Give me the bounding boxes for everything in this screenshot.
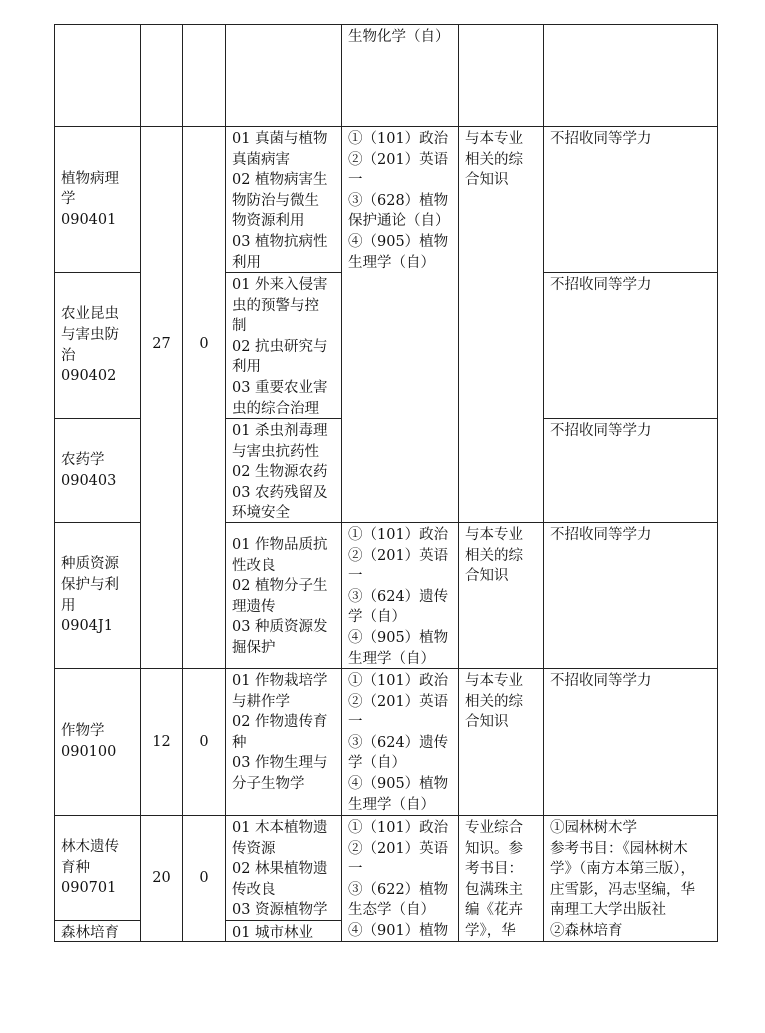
exam-subjects-cell [342, 127, 458, 275]
retest-content-cell [459, 127, 543, 193]
major-cell [55, 669, 140, 815]
exam-line: ④（905）植物 [348, 629, 449, 646]
major-name: 治 [61, 347, 76, 364]
direction-line: 01 真菌与植物 [232, 131, 328, 147]
exam-line: ①（101）政治 [348, 673, 449, 689]
direction-line: 分子生物学 [232, 775, 305, 792]
remark-cell [544, 669, 717, 694]
exam-line: ③（628）植物 [348, 192, 449, 209]
major-cell [55, 523, 140, 668]
exam-line: ④（905）植物 [348, 775, 449, 792]
recommend-count: 0 [199, 733, 209, 750]
direction-line: 01 作物栽培学 [232, 673, 328, 689]
retest-line: 相关的综 [465, 693, 523, 710]
direction-line: 02 植物病害生 [232, 172, 328, 189]
direction-line: 真菌病害 [232, 151, 290, 168]
recommend-count: 0 [199, 335, 209, 352]
major-code: 090401 [61, 211, 117, 228]
enroll-count-cell [141, 816, 182, 941]
exam-line: ①（101）政治 [348, 131, 449, 147]
direction-line: 物资源利用 [232, 213, 305, 230]
remark-line: ②森林培育 [550, 922, 623, 939]
major-name: 农业昆虫 [61, 306, 119, 323]
direction-line: 01 木本植物遗 [232, 820, 328, 836]
direction-line: 理遗传 [232, 598, 276, 615]
remark-cell [544, 127, 717, 152]
direction-line: 03 作物生理与 [232, 755, 328, 772]
exam-line: 一 [348, 172, 363, 189]
retest-line: 知识。参 [465, 840, 523, 857]
major-cell [55, 419, 140, 522]
exam-line: 一 [348, 861, 363, 878]
remark-line: 不招收同等学力 [550, 673, 652, 689]
recommend-count-cell [183, 669, 225, 815]
retest-line: 与本专业 [465, 673, 523, 689]
major-name: 育种 [61, 859, 90, 876]
direction-line: 性改良 [232, 557, 276, 574]
direction-line: 物防治与微生 [232, 192, 319, 209]
major-cell [55, 921, 140, 946]
enroll-count: 20 [152, 870, 171, 887]
exam-line: 生理学（自） [348, 254, 435, 271]
major-name: 学 [61, 191, 76, 208]
exam-line: ①（101）政治 [348, 820, 449, 836]
exam-subjects-cell [342, 523, 458, 671]
remark-cell [544, 273, 717, 298]
direction-line: 01 外来入侵害 [232, 277, 328, 293]
exam-line: ③（624）遗传 [348, 734, 449, 751]
remark-line: 不招收同等学力 [550, 277, 652, 293]
retest-line: 合知识 [465, 568, 509, 585]
remark-line: 不招收同等学力 [550, 423, 652, 439]
remark-cell [544, 816, 717, 944]
retest-line: 合知识 [465, 172, 509, 189]
col-divider [543, 24, 544, 942]
recommend-count: 0 [199, 870, 209, 887]
direction-line: 与耕作学 [232, 693, 290, 710]
remark-line: 学》（南方本第三版）， [550, 861, 695, 878]
exam-line: ③（624）遗传 [348, 588, 449, 605]
direction-line: 01 城市林业 [232, 925, 314, 941]
direction-line: 传改良 [232, 881, 276, 898]
direction-line: 制 [232, 318, 247, 335]
exam-subjects-cell [342, 25, 458, 50]
direction-line: 03 重要农业害 [232, 379, 328, 396]
direction-line: 利用 [232, 359, 261, 376]
research-directions-cell [226, 816, 341, 923]
exam-line: ④（905）植物 [348, 233, 449, 250]
major-code: 0904J1 [61, 618, 113, 635]
exam-line: ①（101）政治 [348, 527, 449, 543]
remark-cell [544, 523, 717, 548]
major-name: 林木遗传 [61, 839, 119, 856]
direction-line: 虫的预警与控 [232, 297, 319, 314]
remark-line: 参考书目：《园林树木 [550, 840, 688, 857]
retest-line: 学》，华 [465, 922, 516, 939]
direction-line: 03 植物抗病性 [232, 233, 328, 250]
direction-line: 传资源 [232, 840, 276, 857]
exam-line: ③（622）植物 [348, 881, 449, 898]
major-name: 森林培育 [61, 925, 119, 941]
research-directions-cell [226, 533, 341, 661]
exam-line: 学（自） [348, 609, 406, 626]
direction-line: 02 植物分子生 [232, 578, 328, 595]
major-code: 090100 [61, 744, 117, 760]
retest-line: 与本专业 [465, 131, 523, 147]
exam-line: 生物化学（自） [348, 29, 450, 45]
exam-line: ④（901）植物 [348, 922, 449, 939]
remark-line: 庄雪影，冯志坚编，华 [550, 881, 695, 898]
direction-line: 掘保护 [232, 639, 276, 656]
recommend-count-cell [183, 816, 225, 941]
retest-line: 专业综合 [465, 820, 523, 836]
major-code: 090403 [61, 472, 117, 489]
exam-line: ②（201）英语 [348, 151, 449, 168]
direction-line: 02 林果植物遗 [232, 861, 328, 878]
major-name: 与害虫防 [61, 326, 119, 343]
research-directions-cell [226, 127, 341, 275]
direction-line: 02 抗虫研究与 [232, 338, 328, 355]
enroll-count: 12 [152, 733, 171, 750]
major-cell [55, 816, 140, 920]
direction-line: 03 资源植物学 [232, 902, 328, 919]
direction-line: 利用 [232, 254, 261, 271]
retest-line: 相关的综 [465, 151, 523, 168]
exam-line: 一 [348, 568, 363, 585]
exam-line: 生理学（自） [348, 650, 435, 667]
direction-line: 03 种质资源发 [232, 619, 328, 636]
retest-content-cell [459, 816, 543, 944]
exam-subjects-cell [342, 669, 458, 817]
retest-line: 考书目： [465, 861, 523, 878]
retest-line: 包满珠主 [465, 881, 523, 898]
major-code: 090402 [61, 368, 117, 385]
exam-line: ②（201）英语 [348, 840, 449, 857]
remark-line: 南理工大学出版社 [550, 902, 666, 919]
major-name: 农药学 [61, 451, 105, 468]
exam-line: ②（201）英语 [348, 693, 449, 710]
exam-subjects-cell [342, 816, 458, 944]
major-name: 作物学 [61, 723, 105, 740]
direction-line: 02 生物源农药 [232, 464, 328, 481]
remark-line: 不招收同等学力 [550, 131, 652, 147]
exam-line: 保护通论（自） [348, 213, 450, 230]
research-directions-cell [226, 669, 341, 797]
direction-line: 种 [232, 734, 247, 751]
remark-line: 不招收同等学力 [550, 527, 652, 543]
major-name: 用 [61, 597, 76, 614]
enroll-count: 27 [152, 335, 171, 352]
table-border-right [717, 24, 718, 942]
retest-line: 相关的综 [465, 547, 523, 564]
direction-line: 虫的综合治理 [232, 400, 319, 417]
retest-line: 编《花卉 [465, 902, 523, 919]
retest-content-cell [459, 669, 543, 735]
remark-line: ①园林树木学 [550, 820, 637, 836]
major-cell [55, 127, 140, 272]
major-code: 090701 [61, 880, 117, 897]
exam-line: 生理学（自） [348, 796, 435, 813]
major-name: 植物病理 [61, 170, 119, 187]
research-directions-cell [226, 921, 341, 946]
enroll-count-cell [141, 669, 182, 815]
direction-line: 01 杀虫剂毒理 [232, 423, 328, 439]
major-name: 保护与利 [61, 576, 119, 593]
direction-line: 01 作物品质抗 [232, 537, 328, 553]
direction-line: 与害虫抗药性 [232, 443, 319, 460]
direction-line: 02 作物遗传育 [232, 714, 328, 731]
research-directions-cell [226, 419, 341, 526]
major-cell [55, 273, 140, 418]
exam-line: 一 [348, 714, 363, 731]
retest-line: 合知识 [465, 714, 509, 731]
exam-line: 学（自） [348, 755, 406, 772]
research-directions-cell [226, 273, 341, 421]
retest-content-cell [459, 523, 543, 589]
exam-line: 生态学（自） [348, 902, 435, 919]
retest-line: 与本专业 [465, 527, 523, 543]
exam-line: ②（201）英语 [348, 547, 449, 564]
remark-cell [544, 419, 717, 444]
direction-line: 03 农药残留及 [232, 484, 328, 501]
direction-line: 环境安全 [232, 505, 290, 522]
major-name: 种质资源 [61, 556, 119, 573]
